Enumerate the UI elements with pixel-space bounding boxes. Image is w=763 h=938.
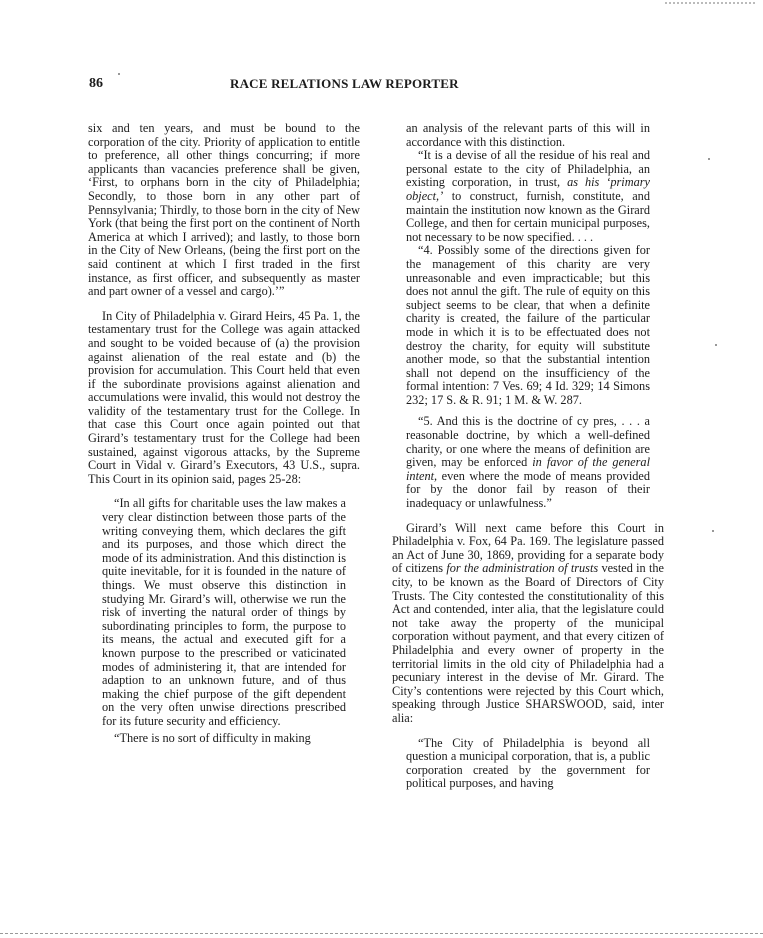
quote-emphasis: in favor of the general intent, [406, 455, 650, 483]
quote-text: even where the mode of means provided for by the donor fail by reason of their inadequacy or unlawfulness.” [406, 468, 650, 511]
footer-rule [0, 933, 763, 935]
body-text: Girard’s Will next came before this Court in Philadelphia v. Fox, 64 Pa. 169. The legislature passed an Act of June 30, 1869, providing for a separate body of citizens [392, 520, 664, 576]
quote-emphasis: as his ‘primary object,’ [406, 175, 650, 203]
body-emphasis: for the administration of trusts [446, 561, 599, 576]
running-head: RACE RELATIONS LAW REPORTER [230, 76, 459, 91]
right-quote-paragraph-1: an analysis of the relevant parts of this will in accordance with this distinction. [406, 121, 650, 149]
quote-text: “It is a devise of all the residue of his real and personal estate to the city of Philadelphia, an existing corporation, in trust, [406, 148, 650, 190]
page-number: 86 [89, 76, 103, 91]
scan-dots [665, 2, 755, 6]
right-quote-paragraph-2 [392, 149, 664, 244]
scan-speck [712, 530, 714, 532]
left-quote-paragraph-1: “In all gifts for charitable uses the law makes a very clear distinction between those parts of the writing conveying them, which declares the gift and its purposes, and those which direct the mode of its administration. And this distinction is quite inevitable, for it is founded in the nature of things. We must observe this distinction in studying Mr. Girard’s will, otherwise we run the risk of inverting the natural order of things by subordinating principles to form, the purpose to its means, the actual and executed gift for a known purpose to the prescribed or vaticinated modes of administering it, that are intended for adaption to an unknown future, and of thus making the chief purpose of the gift dependent on the very often unwise directions prescribed for its future security and efficiency. [102, 496, 346, 728]
quote-text: to construct, furnish, constitute, and maintain the institution now known as the Girard College, and then for certain municipal purposes, not necessary to be now specified. . . . [406, 188, 650, 244]
right-quote-paragraph-6: “The City of Philadelphia is beyond all question a municipal corporation, that is, a public corporation created by the government for political purposes, and having [406, 735, 650, 791]
body-text: vested in the city, to be known as the Board of Directors of City Trusts. The City contested the constitutionality of this Act and contended, inter alia, that the legislature could not take away the property of the municipal corporation without payment, and that every citizen of Philadelphia and every owner of property in the territorial limits in the old city of Philadelphia had a pecuniary interest in the devise of Mr. Girard. The City’s contentions were rejected by this Court which, speaking through Justice SHARSWOOD, said, inter alia: [392, 561, 665, 725]
scan-speck [118, 73, 120, 75]
left-column [88, 122, 360, 745]
right-quote-paragraph-3: “4. Possibly some of the directions given for the management of this charity are very unreasonable and even impracticable; but this does not annul the gift. The rule of equity on this subject seems to be clear, that when a definite charity is created, the failure of the particular mode in which it is to be effectuated does not destroy the charity, for equity will substitute another mode, so that the substantial intention shall not depend on the insufficiency of the formal intention: 7 Ves. 69; 4 Id. 329; 14 Simons 232; 17 S. & R. 91; 1 M. & W. 287. [406, 243, 650, 407]
right-column [392, 122, 664, 791]
scan-speck [715, 344, 717, 346]
right-paragraph-5 [392, 522, 664, 726]
left-paragraph-2: In City of Philadelphia v. Girard Heirs, 45 Pa. 1, the testamentary trust for the College was again attacked and sought to be voided because of (a) the provision against alienation of the real estate and (b) the provision for accumulation. This Court held that even if the subordinate provisions against alienation and accumulations were invalid, this would not destroy the validity of the testamentary trust for the College. In that case this Court once again pointed out that Girard’s testamentary trust for the College had been sustained, against vigorous attacks, by the Supreme Court in Vidal v. Girard’s Executors, 43 U.S., supra. This Court in its opinion said, pages 25-28: [88, 308, 360, 486]
scan-speck [708, 158, 710, 160]
quote-text: “5. And this is the doctrine of cy pres, . . . a reasonable doctrine, by which a well-defined charity, or one where the means of definition are given, may be enforced [406, 414, 650, 470]
right-quote-paragraph-4 [392, 415, 664, 510]
left-paragraph-1: six and ten years, and must be bound to the corporation of the city. Priority of application to entitle to preference, all other things concurring; if more applicants than vacancies preference shall be given, ‘First, to orphans born in the city of Philadelphia; Secondly, to those born in any other part of Pennsylvania; Thirdly, to those born in the city of New York (that being the first port on the continent of North America at which I arrived); and lastly, to those born in the City of New Orleans, (being the first port on the said continent at which I first traded in the first instance, as first officer, and subsequently as master and part owner of a vessel and cargo).’” [88, 121, 360, 299]
left-quote-paragraph-2: “There is no sort of difficulty in making [114, 730, 311, 745]
